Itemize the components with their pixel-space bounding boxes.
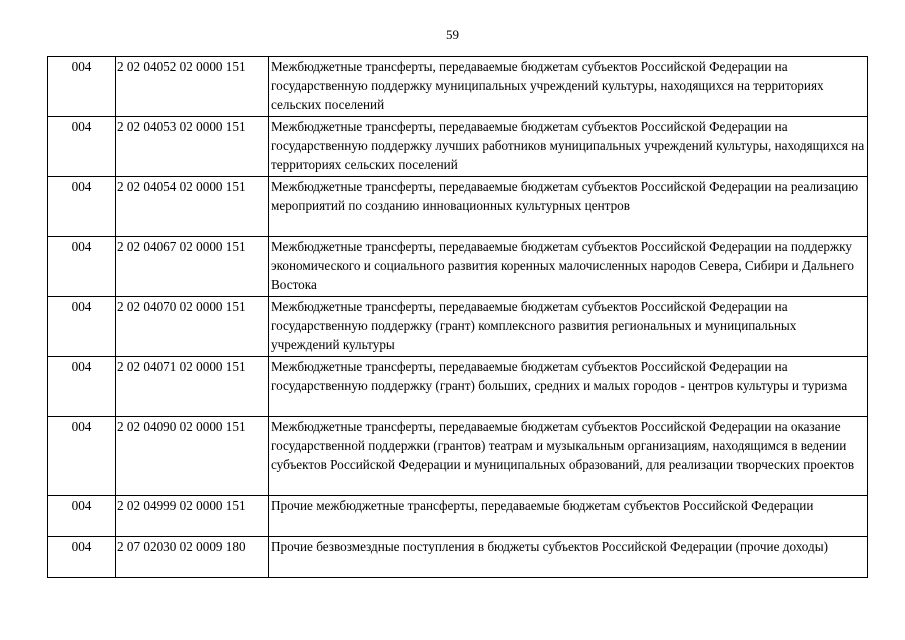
revenue-name-cell: Межбюджетные трансферты, передаваемые бюджетам субъектов Российской Федерации на государственную поддержку (грант) больших, средних и малых городов - центров культуры и туризма bbox=[269, 357, 868, 417]
admin-code-cell: 004 bbox=[48, 496, 116, 537]
table-row bbox=[48, 177, 868, 237]
revenue-codes-table bbox=[47, 56, 868, 578]
admin-code-cell: 004 bbox=[48, 177, 116, 237]
revenue-name-cell: Межбюджетные трансферты, передаваемые бюджетам субъектов Российской Федерации на государственную поддержку муниципальных учреждений культуры, находящихся на территориях сельских поселений bbox=[269, 57, 868, 117]
admin-code-cell: 004 bbox=[48, 117, 116, 177]
budget-classification-code-cell: 2 02 04067 02 0000 151 bbox=[116, 237, 269, 297]
revenue-name-cell: Прочие межбюджетные трансферты, передаваемые бюджетам субъектов Российской Федерации bbox=[269, 496, 868, 537]
table-row bbox=[48, 417, 868, 496]
revenue-name-cell: Межбюджетные трансферты, передаваемые бюджетам субъектов Российской Федерации на государственную поддержку лучших работников муниципальных учреждений культуры, находящихся на территориях сельских поселений bbox=[269, 117, 868, 177]
admin-code-cell: 004 bbox=[48, 237, 116, 297]
table-row bbox=[48, 357, 868, 417]
admin-code-cell: 004 bbox=[48, 57, 116, 117]
page-number: 59 bbox=[446, 27, 459, 42]
budget-classification-code-cell: 2 02 04071 02 0000 151 bbox=[116, 357, 269, 417]
revenue-name-cell: Межбюджетные трансферты, передаваемые бюджетам субъектов Российской Федерации на государственную поддержку (грант) комплексного развития региональных и муниципальных учреждений культуры bbox=[269, 297, 868, 357]
admin-code-cell: 004 bbox=[48, 357, 116, 417]
budget-classification-code-cell: 2 07 02030 02 0009 180 bbox=[116, 537, 269, 578]
admin-code-cell: 004 bbox=[48, 297, 116, 357]
table-row bbox=[48, 537, 868, 578]
table-row bbox=[48, 117, 868, 177]
revenue-name-cell: Прочие безвозмездные поступления в бюджеты субъектов Российской Федерации (прочие доходы) bbox=[269, 537, 868, 578]
budget-classification-code-cell: 2 02 04054 02 0000 151 bbox=[116, 177, 269, 237]
table-row bbox=[48, 57, 868, 117]
budget-classification-code-cell: 2 02 04052 02 0000 151 bbox=[116, 57, 269, 117]
table-row bbox=[48, 496, 868, 537]
revenue-name-cell: Межбюджетные трансферты, передаваемые бюджетам субъектов Российской Федерации на реализацию мероприятий по созданию инновационных культурных центров bbox=[269, 177, 868, 237]
table-row bbox=[48, 237, 868, 297]
budget-classification-code-cell: 2 02 04999 02 0000 151 bbox=[116, 496, 269, 537]
revenue-name-cell: Межбюджетные трансферты, передаваемые бюджетам субъектов Российской Федерации на поддержку экономического и социального развития коренных малочисленных народов Севера, Сибири и Дальнего Востока bbox=[269, 237, 868, 297]
admin-code-cell: 004 bbox=[48, 417, 116, 496]
admin-code-cell: 004 bbox=[48, 537, 116, 578]
budget-classification-code-cell: 2 02 04090 02 0000 151 bbox=[116, 417, 269, 496]
table-row bbox=[48, 297, 868, 357]
budget-classification-code-cell: 2 02 04053 02 0000 151 bbox=[116, 117, 269, 177]
revenue-name-cell: Межбюджетные трансферты, передаваемые бюджетам субъектов Российской Федерации на оказание государственной поддержки (грантов) театрам и музыкальным организациям, находящимся в ведении субъектов Российской Федерации и муниципальных образований, для реализации творческих проектов bbox=[269, 417, 868, 496]
budget-classification-code-cell: 2 02 04070 02 0000 151 bbox=[116, 297, 269, 357]
